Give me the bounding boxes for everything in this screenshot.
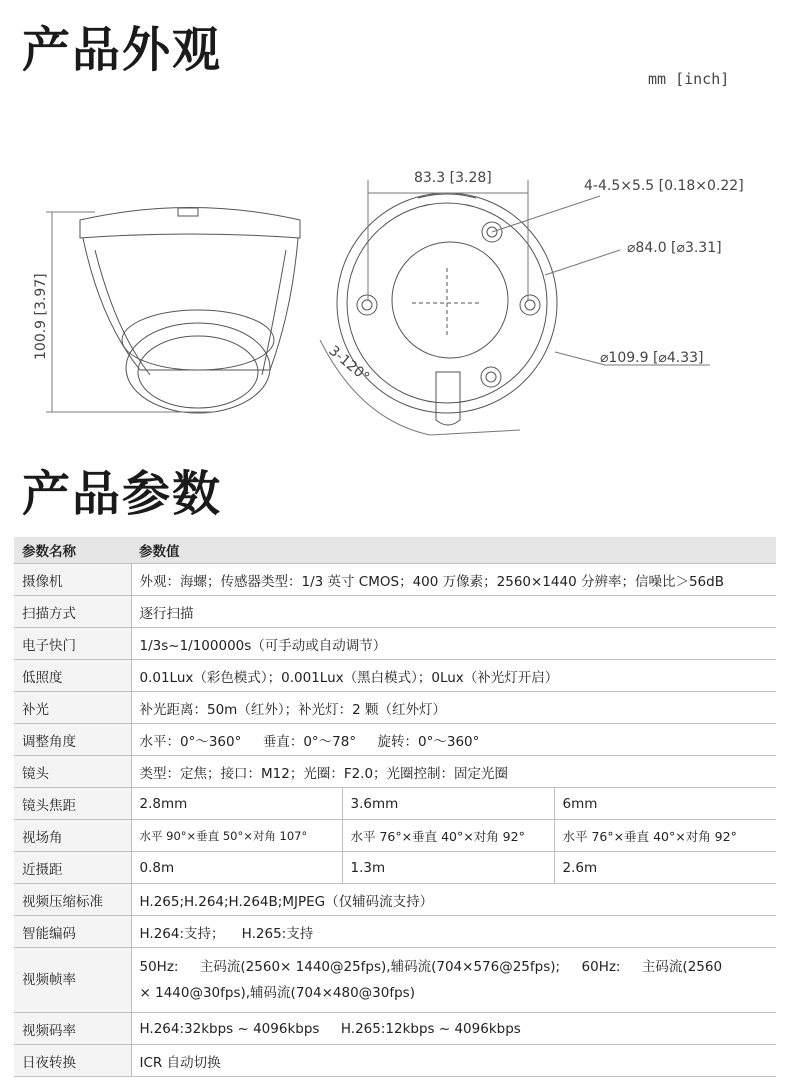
- row-value: 逐行扫描: [131, 596, 776, 628]
- row-key: 镜头焦距: [14, 788, 131, 820]
- row-value: 水平：0°～360° 垂直：0°～78° 旋转：0°～360°: [131, 724, 776, 756]
- row-key: 视场角: [14, 820, 131, 852]
- row-value: H.265;H.264;H.264B;MJPEG（仅辅码流支持）: [131, 884, 776, 916]
- header-value: 参数值: [131, 537, 776, 564]
- row-key: 视频码率: [14, 1013, 131, 1045]
- spec-table: [14, 537, 776, 1077]
- header-name: 参数名称: [14, 537, 131, 564]
- dimension-drawing: [0, 150, 790, 450]
- row-key: 调整角度: [14, 724, 131, 756]
- table-row: [14, 788, 776, 820]
- row-key: 近摄距: [14, 852, 131, 884]
- table-row: [14, 756, 776, 788]
- row-key: 低照度: [14, 660, 131, 692]
- row-key: 视频帧率: [14, 948, 131, 1013]
- row-cell: 0.8m: [131, 852, 342, 884]
- table-row: [14, 1013, 776, 1045]
- d109-dim: ⌀109.9 [⌀4.33]: [600, 350, 704, 366]
- row-cell: 3.6mm: [342, 788, 554, 820]
- width-dim: 83.3 [3.28]: [414, 170, 492, 186]
- table-row: [14, 1045, 776, 1077]
- camera-top-view: [337, 193, 557, 425]
- row-value: 0.01Lux（彩色模式）；0.001Lux（黑白模式）；0Lux（补光灯开启）: [131, 660, 776, 692]
- angle-dim: 3-120°: [325, 342, 373, 386]
- height-dim: 100.9 [3.97]: [33, 273, 49, 360]
- appearance-title: 产品外观: [22, 22, 223, 78]
- row-cell: 1.3m: [342, 852, 554, 884]
- row-cell: 6mm: [554, 788, 776, 820]
- row-key: 智能编码: [14, 916, 131, 948]
- row-cell: 2.8mm: [131, 788, 342, 820]
- table-row: [14, 628, 776, 660]
- row-key: 电子快门: [14, 628, 131, 660]
- row-cell: 水平 76°×垂直 40°×对角 92°: [554, 820, 776, 852]
- table-row: [14, 820, 776, 852]
- row-key: 镜头: [14, 756, 131, 788]
- row-key: 扫描方式: [14, 596, 131, 628]
- row-value: H.264:支持； H.265:支持: [131, 916, 776, 948]
- table-row: [14, 596, 776, 628]
- row-key: 视频压缩标准: [14, 884, 131, 916]
- row-value: 1/3s~1/100000s（可手动或自动调节）: [131, 628, 776, 660]
- table-row: [14, 884, 776, 916]
- specs-title: 产品参数: [22, 466, 223, 522]
- table-row: [14, 692, 776, 724]
- table-row: [14, 948, 776, 1013]
- row-value: 补光距离：50m（红外）；补光灯：2 颗（红外灯）: [131, 692, 776, 724]
- camera-side-view: [80, 208, 300, 414]
- row-value: H.264:32kbps ~ 4096kbps H.265:12kbps ~ 4096kbps: [131, 1013, 776, 1045]
- table-header: [14, 537, 776, 564]
- row-value: ICR 自动切换: [131, 1045, 776, 1077]
- framerate-line-1: 50Hz: 主码流(2560× 1440@25fps),辅码流(704×576@25fps); 60Hz: 主码流(2560: [139, 959, 723, 975]
- row-value: 类型：定焦；接口：M12；光圈：F2.0；光圈控制：固定光圈: [131, 756, 776, 788]
- row-key: 日夜转换: [14, 1045, 131, 1077]
- row-value: 外观：海螺；传感器类型：1/3 英寸 CMOS；400 万像素；2560×1440 分辨率；信噪比＞56dB: [131, 564, 776, 596]
- row-cell: 水平 76°×垂直 40°×对角 92°: [342, 820, 554, 852]
- d84-dim: ⌀84.0 [⌀3.31]: [627, 240, 722, 256]
- row-cell: 水平 90°×垂直 50°×对角 107°: [131, 820, 342, 852]
- table-row: [14, 916, 776, 948]
- holes-dim: 4-4.5×5.5 [0.18×0.22]: [584, 178, 744, 194]
- unit-label: mm [inch]: [648, 70, 730, 88]
- table-row: [14, 852, 776, 884]
- table-row: [14, 724, 776, 756]
- row-key: 摄像机: [14, 564, 131, 596]
- table-row: [14, 660, 776, 692]
- table-row: [14, 564, 776, 596]
- row-key: 补光: [14, 692, 131, 724]
- row-value: [131, 948, 776, 1013]
- row-cell: 2.6m: [554, 852, 776, 884]
- framerate-line-2: × 1440@30fps),辅码流(704×480@30fps): [139, 985, 415, 1001]
